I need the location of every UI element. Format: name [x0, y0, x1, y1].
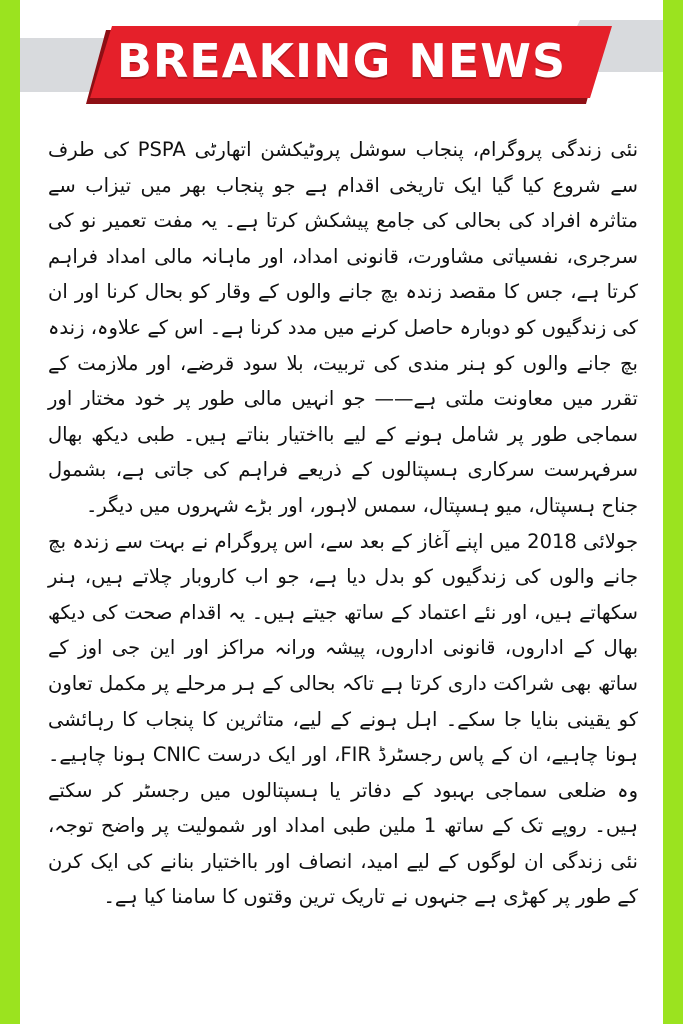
breaking-news-banner [20, 0, 663, 125]
article-body [48, 132, 638, 915]
article-page [20, 0, 663, 1024]
article-paragraph-2: جولائی 2018 میں اپنے آغاز کے بعد سے، اس پروگرام نے بہت سے زندہ بچ جانے والوں کی زندگیوں کو بدل دیا ہے، جو اب کاروبار چلاتے ہیں، ہنر سکھاتے ہیں، اور نئے اعتماد کے ساتھ جیتے ہیں۔ یہ اقدام صحت کی دیکھ بھال کے اداروں، قانونی اداروں، پیشہ ورانہ مراکز اور این جی اوز کے ساتھ بھی شراکت داری کرتا ہے تاکہ بحالی کے ہر مرحلے پر مکمل تعاون کو یقینی بنایا جا سکے۔ اہل ہونے کے لیے، متاثرین کا پنجاب کا رہائشی ہونا چاہیے، ان کے پاس رجسٹرڈ FIR، اور ایک درست CNIC ہونا چاہیے۔ وہ ضلعی سماجی بہبود کے دفاتر یا ہسپتالوں میں رجسٹر کر سکتے ہیں۔ روپے تک کے ساتھ 1 ملین طبی امداد اور شمولیت پر واضح توجہ، نئی زندگی ان لوگوں کے لیے امید، انصاف اور بااختیار بنانے کی ایک کرن کے طور پر کھڑی ہے جنہوں نے تاریک ترین وقتوں کا سامنا کیا ہے۔ [48, 529, 638, 909]
article-paragraph-1: نئی زندگی پروگرام، پنجاب سوشل پروٹیکشن اتھارٹی PSPA کی طرف سے شروع کیا گیا ایک تاریخی اقدام ہے جو پنجاب بھر میں تیزاب سے متاثرہ افراد کی بحالی کی جامع پیشکش کرتا ہے۔ یہ مفت تعمیر نو کی سرجری، نفسیاتی مشاورت، قانونی امداد، اور ماہانہ مالی امداد فراہم کرتا ہے، جس کا مقصد زندہ بچ جانے والوں کے وقار کو بحال کرنا اور ان کی زندگیوں کو دوبارہ حاصل کرنے میں مدد کرنا ہے۔ اس کے علاوہ، زندہ بچ جانے والوں کو ہنر مندی کی تربیت، بلا سود قرضے، اور ملازمت کے تقرر میں معاونت ملتی ہے—— جو انہیں مالی طور پر خود مختار اور سماجی طور پر شامل ہونے کے لیے بااختیار بناتے ہیں۔ طبی دیکھ بھال سرفہرست سرکاری ہسپتالوں کے ذریعے فراہم کی جاتی ہے، بشمول جناح ہسپتال، میو ہسپتال، سمس لاہور، اور بڑے شہروں میں دیگر۔ [48, 138, 638, 517]
banner-title: BREAKING NEWS [116, 34, 567, 88]
